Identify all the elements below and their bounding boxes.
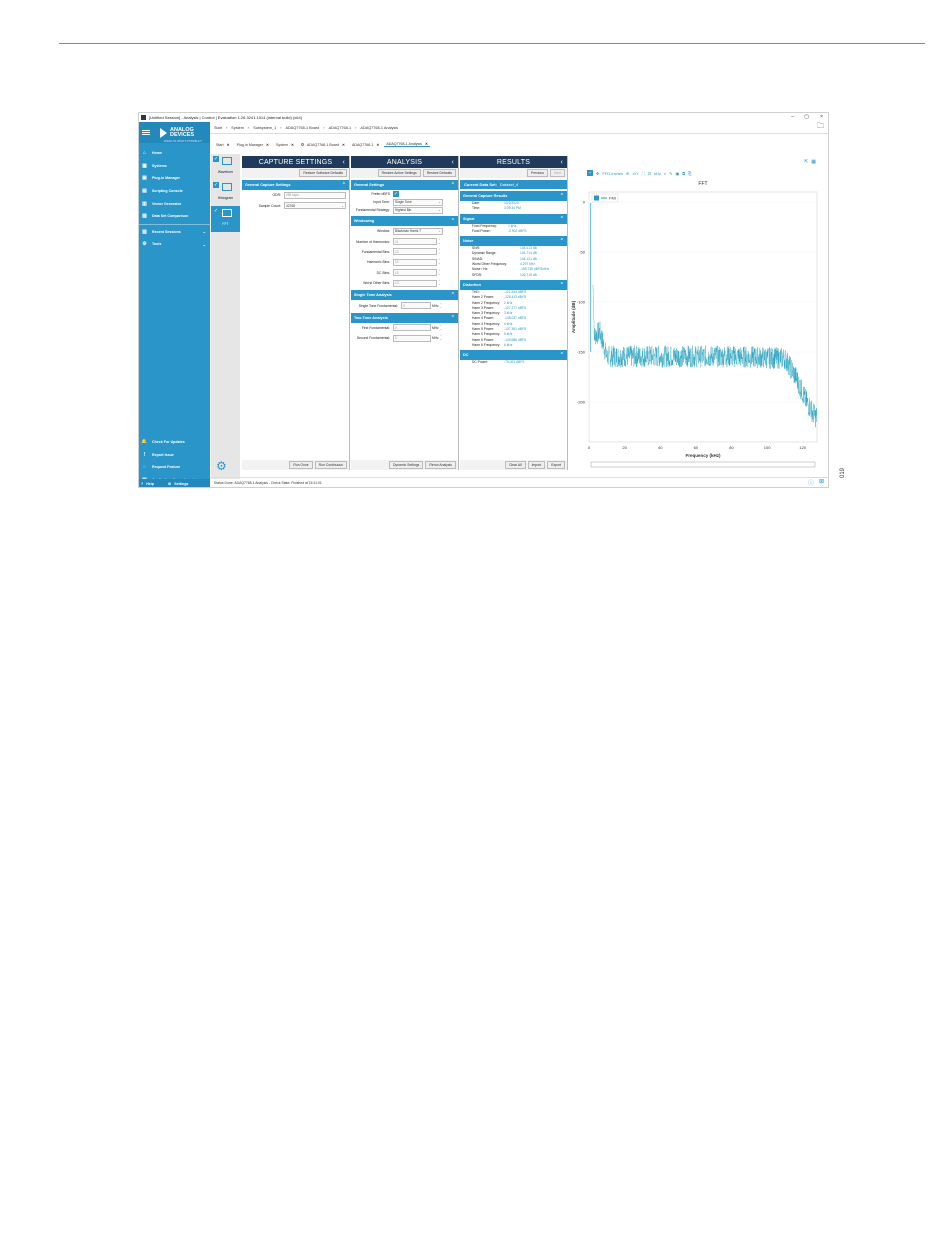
chevron-up-icon: ⌃ (559, 215, 564, 222)
rerun-analysis-button[interactable]: Rerun Analysis (425, 461, 456, 469)
run-continuous-button[interactable]: Run Continuous (315, 461, 347, 469)
result-row: Harm 2 Frequency: 2 kHz (472, 300, 513, 305)
waveform-icon (222, 157, 232, 165)
chevron-right-icon: › (247, 125, 250, 130)
legend-label: FMI (609, 195, 616, 201)
field-label: Input Tone: (373, 200, 390, 204)
select-tool-icon[interactable]: + (588, 170, 592, 175)
tab-device[interactable] (350, 143, 381, 147)
result-row: Time: 3:09:34 PM (472, 206, 521, 211)
sidebar-item-report-issue[interactable] (139, 449, 210, 462)
capture-settings-panel (242, 156, 350, 470)
dynamic-settings-button[interactable]: Dynamic Settings (389, 461, 423, 469)
stepper-icon[interactable]: ⌃ ⌄ (438, 279, 441, 287)
info-icon[interactable]: ⓘ (807, 481, 814, 487)
fundamental-strategy-select[interactable]: Highest Bin ⌄ (395, 208, 441, 212)
logo-line-2: DEVICES (170, 131, 195, 138)
harmonic-bins-input[interactable]: 13 (393, 259, 437, 266)
plugin-icon: ▣ (142, 175, 147, 182)
field-row (242, 200, 349, 210)
panel-header: ANALYSIS ‹ (351, 156, 458, 168)
x-tick-label: 40 (658, 445, 663, 450)
plot-area (589, 192, 817, 442)
result-row: Harm 5 Frequency: 5 kHz (472, 332, 513, 337)
result-row: Fund Frequency: 1 kHz (472, 223, 517, 228)
chevron-right-icon: › (226, 125, 228, 130)
legend-checkbox (594, 196, 599, 201)
fft-chart-area (569, 156, 822, 474)
field-label: Sample Count: (258, 203, 281, 208)
result-row: Harm 3 Frequency: 3 kHz (472, 311, 513, 316)
folder-icon[interactable]: 🗀 (817, 123, 824, 130)
sample-count-select[interactable]: 32768 ⌄ (286, 203, 344, 208)
sidebar-item-data-set-comparison[interactable] (139, 210, 210, 223)
result-row: Harm 4 Power: -138.037 dBFS (472, 316, 527, 321)
field-row (351, 300, 458, 310)
y-tick-label: -50 (579, 249, 585, 255)
app-icon (141, 115, 146, 120)
chevron-down-icon: ⌄ (202, 241, 206, 247)
odr-input[interactable]: 256 ksps (284, 192, 346, 199)
plugin-settings-icon[interactable]: ⚙ (216, 459, 227, 473)
result-row: Dynamic Range: 104.714 dB (472, 251, 537, 256)
collapse-chevron-icon[interactable]: ‹ (560, 158, 563, 166)
logo-line-1: ANALOG (170, 126, 194, 133)
field-row (242, 190, 349, 200)
sidebar-item-check-updates[interactable] (139, 436, 210, 449)
worst-other-bins-input[interactable]: 13 (393, 280, 437, 287)
field-row (351, 268, 458, 278)
y-tick-label: -100 (576, 299, 585, 305)
result-row: THD: -121.544 dBFS (472, 289, 527, 294)
sidebar-item-label: Data Set Comparison (152, 214, 189, 219)
checkbox-checked-icon[interactable]: ✓ (213, 182, 219, 188)
chevron-up-icon: ⌃ (559, 352, 564, 359)
fft-chart[interactable] (569, 156, 822, 474)
stepper-icon[interactable]: ⌃ ⌄ (438, 237, 441, 245)
result-row: Noise / Hz: -155.736 dBFS/rtHz (472, 267, 550, 272)
sidebar-item-home[interactable] (139, 147, 210, 160)
grid-view-icon[interactable]: ▦ (811, 159, 816, 165)
import-button[interactable]: Import (528, 461, 546, 469)
nav-label: Histogram (217, 196, 234, 200)
zoom-box-icon[interactable]: ⊡ (647, 170, 652, 176)
home-icon: ⌂ (142, 150, 147, 157)
run-once-button[interactable]: Run Once (289, 461, 312, 469)
sidebar-item-label: Check For Updates (152, 440, 185, 445)
window-select[interactable]: Blackman Harris 7 ⌄ (395, 229, 441, 234)
close-tab-icon[interactable]: ✕ (376, 142, 380, 147)
page-top-rule (59, 43, 925, 44)
close-tab-icon[interactable]: ✕ (226, 142, 230, 147)
field-row (351, 206, 458, 214)
save-icon[interactable]: ⎘ (688, 170, 692, 176)
field-label: ODR: (272, 193, 281, 198)
section-header[interactable]: Distortion ⌃ (460, 280, 567, 290)
analysis-view-nav (211, 154, 240, 479)
result-row: Harm 6 Power: -143.686 dBFS (472, 337, 527, 342)
chevron-up-icon: ⌃ (450, 218, 455, 224)
compare-icon: ▧ (142, 213, 147, 220)
panel-toolbar (242, 168, 349, 178)
chevron-down-icon: ⌄ (438, 208, 441, 212)
tab-system[interactable] (274, 143, 296, 147)
chart-mode-select[interactable]: FFD-inches (602, 170, 624, 176)
field-label: Single Tone Fundamental: (358, 303, 398, 308)
sidebar-item-label: Request Feature (152, 465, 181, 470)
sidebar-item-request-feature[interactable] (139, 461, 210, 474)
field-row (351, 333, 458, 343)
field-label: Window: (376, 229, 390, 234)
nav-label: Waveform (217, 170, 234, 174)
tab-strip (210, 140, 828, 149)
field-row (351, 323, 458, 333)
sidebar-item-label: Scripting Console (152, 189, 183, 194)
unit-label: MHz (432, 325, 439, 330)
field-label: Fundamental Strategy: (355, 208, 390, 212)
section-header[interactable]: General Settings ⌃ (351, 180, 458, 190)
image-export-icon[interactable]: ▣ (675, 170, 680, 176)
close-tab-icon[interactable]: ✕ (265, 142, 269, 147)
result-row: Worst Other Frequency: 4.297 kHz (472, 262, 535, 267)
tab-label: System (276, 142, 288, 147)
notification-icon[interactable]: ⊠ (818, 479, 824, 485)
nav-waveform[interactable] (211, 154, 240, 180)
copy-icon[interactable]: ⧉ (682, 170, 686, 176)
window-title: [Untitled Session] - Analysis | Control | Evaluation 1.26.3241.1014 (internal build) (x64) (149, 115, 303, 120)
x-tick-label: 20 (622, 445, 627, 450)
checkbox-checked-icon[interactable]: ✓ (213, 208, 219, 214)
field-row (351, 198, 458, 206)
sidebar-item-label: Tools (152, 242, 162, 247)
checkbox-checked-icon[interactable]: ✓ (213, 156, 219, 162)
sidebar-item-tools[interactable] (139, 238, 210, 251)
field-row (351, 257, 458, 267)
x-tick-label: 80 (729, 445, 734, 450)
field-row (351, 226, 458, 236)
section-header[interactable]: General Capture Results ⌃ (460, 191, 567, 201)
analysis-panel (351, 156, 459, 470)
panel-header: CAPTURE SETTINGS ‹ (242, 156, 349, 168)
chart-title: FFT (698, 181, 708, 187)
section-header[interactable]: Noise ⌃ (460, 236, 567, 246)
stepper-icon[interactable]: ⌃ ⌄ (439, 301, 443, 309)
section-header[interactable]: Two-Tone Analysis ⌃ (351, 313, 458, 323)
help-icon[interactable]: ? (141, 482, 144, 486)
clear-all-button[interactable]: Clear All (505, 461, 526, 469)
chevron-up-icon: ⌃ (559, 193, 564, 199)
sidebar-item-label: Report Issue (152, 452, 174, 457)
sidebar-item-plugin-manager[interactable] (139, 172, 210, 185)
previous-button[interactable]: Previous (527, 169, 548, 177)
result-row: Harm 2 Power: -128.413 dBFS (472, 295, 527, 300)
chevron-down-icon: ⌄ (341, 203, 344, 208)
result-row: Harm 6 Frequency: 6 kHz (472, 342, 513, 347)
input-tone-select[interactable]: Single Tone ⌄ (395, 200, 441, 204)
chevron-up-icon: ⌃ (559, 281, 564, 288)
chevron-up-icon: ⌃ (559, 238, 564, 245)
panel-toolbar (351, 168, 458, 178)
stepper-icon[interactable]: ⌃ ⌄ (438, 258, 441, 266)
result-row: SFDR: 126.715 dB (472, 272, 537, 277)
unit-select[interactable]: kHz (654, 170, 661, 176)
sidebar-item-label: Recent Sessions (152, 229, 181, 234)
field-label: Harmonic Bins: (367, 260, 390, 265)
section-header[interactable]: Windowing ⌃ (351, 216, 458, 226)
field-label: Fundamental Bins: (361, 249, 390, 254)
breadcrumb (210, 122, 828, 134)
field-label: Second Fundamental: (356, 336, 390, 341)
chevron-up-icon: ⌃ (450, 292, 455, 299)
result-row: SINAD: 104.121 dB (472, 256, 537, 261)
chevron-up-icon: ⌃ (341, 182, 346, 188)
sidebar-tagline: AHEAD OF WHAT'S POSSIBLE™ (163, 140, 202, 143)
tab-label: ADAQ7768-1 Board (307, 142, 339, 147)
chevron-down-icon: ⌄ (438, 200, 441, 204)
next-button[interactable]: Next (550, 169, 565, 177)
nav-histogram[interactable] (211, 180, 240, 206)
field-label: Prefer dBFS (371, 192, 390, 196)
nav-fft[interactable] (211, 206, 240, 232)
target-icon[interactable]: ⊕ (626, 170, 630, 176)
results-panel (460, 156, 568, 470)
sidebar-item-scripting-console[interactable] (139, 185, 210, 198)
collapse-chevron-icon[interactable]: ‹ (451, 158, 454, 166)
lightbulb-icon: ◌ (143, 464, 146, 471)
gear-icon[interactable]: ⚙ (168, 482, 172, 486)
field-label: DC Bins: (376, 270, 390, 275)
popout-icon[interactable]: ⇱ (804, 159, 809, 165)
sidebar-footer (139, 479, 210, 488)
prefer-dbfs-checkbox[interactable]: ✓ (393, 191, 399, 197)
analog-devices-logo (160, 128, 194, 138)
field-label: Worst Other Bins: (363, 281, 390, 286)
figure-number: 019 (840, 467, 846, 478)
close-tab-icon[interactable]: ✕ (424, 142, 428, 146)
help-link[interactable]: Help (146, 482, 154, 486)
settings-link[interactable]: Settings (174, 482, 189, 486)
sidebar-item-recent-sessions[interactable] (139, 226, 210, 239)
zoom-axis-select[interactable]: X/Y (632, 170, 639, 176)
result-row: Harm 3 Power: -127.277 dBFS (472, 305, 527, 310)
pan-icon[interactable]: ✥ (596, 170, 600, 176)
tab-board[interactable] (299, 143, 347, 147)
chevron-right-icon: › (355, 125, 357, 130)
status-bar (210, 477, 828, 487)
y-tick-label: -200 (576, 399, 585, 405)
panel-toolbar (460, 168, 567, 178)
chevron-up-icon: ⌃ (450, 314, 455, 321)
sidebar (139, 122, 210, 488)
section-header[interactable]: Signal ⌃ (460, 214, 567, 224)
field-label: First Fundamental: (361, 325, 390, 330)
x-tick-label: 100 (763, 445, 771, 450)
panel-footer (242, 460, 349, 470)
stepper-icon[interactable]: ⌃ ⌄ (439, 334, 443, 342)
restore-active-settings-button[interactable]: Restore Active Settings (378, 169, 421, 177)
unit-label: MHz (432, 303, 439, 308)
breadcrumb-item[interactable]: Subsystem_1 (253, 125, 277, 130)
close-tab-icon[interactable]: ✕ (341, 142, 345, 147)
chevron-down-icon: ⌄ (202, 229, 206, 235)
nav-label: FFT (222, 222, 229, 226)
vector-icon: ▥ (142, 200, 147, 207)
tab-label: ADAQ7768-1 Analysis (386, 142, 422, 146)
section-header[interactable]: Single Tone Analysis ⌃ (351, 290, 458, 300)
current-data-set-value: Dataset_4 (499, 182, 519, 187)
field-row (351, 278, 458, 288)
x-tick-label: 60 (693, 445, 699, 450)
x-axis-label: Frequency (kHz) (685, 453, 721, 458)
tab-plugin-manager[interactable] (235, 143, 271, 147)
connection-status-icon (301, 143, 304, 146)
fit-icon[interactable]: ⛶ (641, 170, 645, 176)
chevron-right-icon: › (280, 125, 282, 130)
fft-icon (222, 209, 232, 217)
bell-icon: 🔔 (141, 439, 148, 446)
current-data-set: Current Data Set: Dataset_4 (460, 180, 567, 189)
breadcrumb-item[interactable]: ADAQ7768-1 Analysis (360, 125, 398, 130)
close-button[interactable]: × (820, 114, 823, 120)
export-button[interactable]: Export (547, 461, 565, 469)
y-axis-label: Amplitude (dB) (571, 300, 576, 334)
sidebar-divider (139, 224, 210, 225)
y-tick-label: -150 (576, 349, 585, 355)
logo-triangle-icon (160, 128, 167, 138)
sidebar-item-label: Plug-in Manager (152, 176, 180, 181)
tab-label: ADAQ7768-1 (351, 142, 374, 147)
breadcrumb-item[interactable]: ADAQ7768-1 Board (285, 125, 320, 130)
horizontal-scrollbar (591, 462, 815, 467)
stepper-icon[interactable]: ⌃ ⌄ (439, 323, 443, 331)
breadcrumb-item[interactable]: Start (214, 125, 223, 130)
unit-label: MHz (432, 336, 439, 341)
sidebar-item-vector-generator[interactable] (139, 197, 210, 210)
result-row: DC Power: -79.091 dBFS (472, 360, 525, 365)
stepper-icon[interactable]: ⌃ ⌄ (438, 247, 441, 255)
field-row (351, 247, 458, 257)
console-icon: ▤ (142, 188, 147, 195)
breadcrumb-item[interactable]: System (231, 125, 244, 130)
tools-icon: ⚙ (142, 241, 147, 248)
stepper-icon[interactable]: ⌃ ⌄ (438, 268, 441, 276)
alert-icon: ! (143, 451, 146, 458)
section-header[interactable]: General Capture Settings ⌃ (242, 180, 349, 190)
y-tick-label: 0 (582, 199, 585, 205)
field-row (351, 236, 458, 246)
close-tab-icon[interactable]: ✕ (290, 142, 294, 147)
result-row: Date: 10/2/2020 (472, 201, 519, 205)
tab-start[interactable] (214, 143, 232, 147)
breadcrumb-item[interactable]: ADAQ7768-1 (328, 125, 352, 130)
result-row: Fund Power: -0.902 dBFS (472, 228, 527, 233)
histogram-icon (222, 183, 232, 191)
status-icons (808, 478, 824, 487)
tab-label: Start (216, 142, 224, 147)
marker-icon[interactable]: ✎ (669, 170, 673, 176)
sidebar-item-systems[interactable] (139, 160, 210, 173)
result-row: Harm 5 Power: -137.361 dBFS (472, 327, 527, 332)
chevron-up-icon: ⌃ (450, 182, 455, 188)
sidebar-item-label: Vector Generator (152, 201, 182, 206)
minimize-button[interactable]: – (791, 114, 794, 120)
first-fundamental-input[interactable]: 0 (393, 324, 431, 331)
field-label: Number of Harmonics: (356, 239, 390, 244)
result-row: SNR: 104.413 dB (472, 246, 537, 251)
dc-bins-input[interactable]: 13 (393, 269, 437, 276)
x-tick-label: 0 (587, 445, 591, 450)
systems-icon: ▦ (142, 162, 147, 169)
result-row: Harm 4 Frequency: 4 kHz (472, 321, 513, 326)
restore-software-defaults-button[interactable]: Restore Software Defaults (299, 169, 347, 177)
sidebar-item-label: Home (152, 151, 162, 156)
collapse-chevron-icon[interactable]: ‹ (342, 158, 345, 166)
sidebar-item-label: Systems (152, 163, 167, 168)
panel-header: RESULTS ‹ (460, 156, 567, 168)
application-window (138, 112, 829, 488)
section-header[interactable]: DC ⌃ (460, 350, 567, 360)
title-bar (139, 113, 828, 122)
tab-analysis[interactable] (384, 142, 430, 147)
status-text: Status Done: ADAQ7768-1 Analysis - Check State: Finished at 15:11:01 (214, 480, 322, 485)
zoom-icon[interactable]: ⌕ (663, 170, 667, 176)
recent-icon: ▨ (142, 228, 147, 235)
panel-footer (351, 460, 458, 470)
field-row (351, 190, 458, 198)
panel-footer (460, 460, 567, 470)
tab-label: Plug-in Manager (236, 142, 263, 147)
second-fundamental-input[interactable]: 0 (393, 335, 431, 342)
single-tone-fundamental-input[interactable]: 0 (401, 302, 431, 309)
chevron-right-icon: › (323, 125, 325, 130)
maximize-button[interactable]: ▢ (804, 114, 809, 120)
fundamental-bins-input[interactable]: 13 (393, 248, 437, 255)
hamburger-menu-icon[interactable] (142, 130, 150, 135)
chevron-down-icon: ⌄ (438, 229, 441, 234)
restore-defaults-button[interactable]: Restore Defaults (423, 169, 456, 177)
x-tick-label: 120 (799, 445, 807, 450)
harmonics-count-input[interactable]: 11 (393, 238, 437, 245)
